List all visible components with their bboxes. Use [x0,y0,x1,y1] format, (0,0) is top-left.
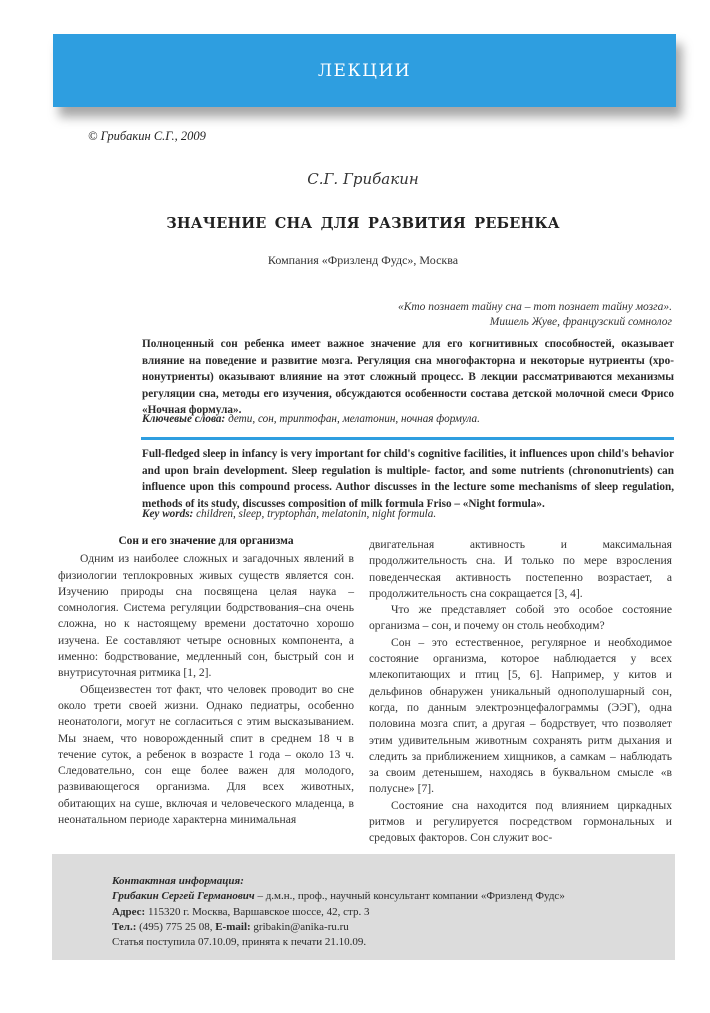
keywords-value: дети, сон, триптофан, мелатонин, ночная формула. [225,413,480,425]
contact-info [112,874,565,950]
email-link[interactable]: gribakin@anika-ru.ru [250,920,349,933]
author-name: С.Г. Грибакин [307,170,419,188]
affiliation-text: Компания «Фризленд Фудс», Москва [267,253,459,267]
address-label: Адрес: [112,905,146,918]
keywords-label: Key words: [142,508,194,520]
section-label: ЛЕКЦИИ [317,60,412,81]
keywords-english [142,508,674,520]
keywords-label: Ключевые слова: [142,413,226,425]
section-heading: Сон и его значение для организма [118,535,294,547]
contact-name-line [112,889,565,904]
contact-address-line [112,905,565,920]
paragraph: Что же представляет собой это особое состояние организма – сон, и почему он столь необходим? [369,603,672,633]
phone-value: (495) 775 25 08, [136,920,216,933]
section-banner [53,34,676,107]
paragraph: Общеизвестен тот факт, что человек проводит во сне около трети своей жизни. Однако педиатры, особенно неонатологи, могут не согласиться с этим высказыванием. Мы знаем, что новорожденный спит в среднем 18 ч в течение суток, а ребенок в возрасте 1 года – около 13 ч. Следовательно, сон еще более важен для молодого, развивающегося организма. Для всех животных, обитающих на суше, включая и человеческого младенца, в неонатальном периоде характерна минимальная [58,682,354,827]
divider-rule [141,437,674,440]
received-dates: Статья поступила 07.10.09, принята к печати 21.10.09. [112,936,367,949]
article-author [0,170,710,188]
paragraph: Одним из наиболее сложных и загадочных явлений в физиологии теплокровных живых существ является сон. Изучению природы сна посвящена целая наука – сомнология. Система регуляции бодрствования–сна очень сложна, но к настоящему времени достаточно хорошо изучена. Ее составляют четыре основных компонента, а именно: бодрствование, медленный сон, быстрый сон и внутрисуточная ритмика [1, 2]. [58,552,354,680]
contact-heading: Контактная информация: [112,875,244,887]
keywords-value: children, sleep, tryptophan, melatonin, night formula. [193,508,437,520]
paragraph: двигательная активность и максимальная продолжительность сна. И только по мере взросления поведенческая активность постепенно возрастает, а продолжительность сна сокращается [3, 4]. [369,538,672,600]
abstract-russian: Полноценный сон ребенка имеет важное значение для его когнитивных способностей, оказывает влияние на поведение и развитие мозга. Регуляция сна многофакторна и некоторые нутриенты (хрононутриенты) оказывают влияние на этот сложный процесс. В лекции рассматриваются механизмы регуляции сна, методы его изучения, обсуждаются особенности состава детской молочной смеси Фрисо «Ночная формула». [142,338,674,416]
paragraph: Сон – это естественное, регулярное и необходимое состояние организма, которое наблюдается у всех млекопитающих и птиц [5, 6]. Например, у китов и дельфинов обнаружен уникальный однополушарный сон, когда, по данным электроэнцефалограммы (ЭЭГ), одна половина мозга спит, а другая – бодрствует, что позволяет этим удивительным животным сохранять ритм дыхания и следить за приближением хищников, а самкам – наблюдать за своим детенышем, находясь в буквальном смысле «в полусне» [7]. [369,635,672,796]
contact-phone-line [112,920,565,935]
title-text: ЗНАЧЕНИЕ СНА ДЛЯ РАЗВИТИЯ РЕБЕНКА [166,215,560,232]
email-label: E-mail: [215,920,251,933]
abstract-english: Full-fledged sleep in infancy is very important for child's cognitive facilities, it influences upon child's behavior and upon brain development. Sleep regulation is multiple- factor, and some nutrients (chrononutrients) can influence upon this compound process. Author discusses in the lecture some mechanisms of sleep regulation, methods of its study, discusses composition of milk formula Friso – «Night formula». [142,448,674,510]
epigraph-quote: «Кто познает тайну сна – тот познает тайну мозга». [397,301,672,313]
affiliation [0,253,710,268]
contact-name-details: – д.м.н., проф., научный консультант компании «Фризленд Фудс» [254,890,565,903]
body-column-left [58,533,354,828]
keywords-russian [142,413,674,425]
contact-name: Грибакин Сергей Германович [112,890,255,903]
paragraph: Состояние сна находится под влиянием циркадных ритмов и регулируется посредством гормональных и средовых факторов. Сон служит вос- [369,798,672,845]
article-title [0,215,710,232]
address-value: 115320 г. Москва, Варшавское шоссе, 42, стр. 3 [145,905,370,918]
contact-info-box [52,854,675,960]
phone-label: Тел.: [112,920,137,933]
body-column-right [369,537,672,847]
epigraph-attribution: Мишель Жуве, французский сомнолог [489,316,672,328]
epigraph [398,300,672,330]
copyright-notice: © Грибакин С.Г., 2009 [88,129,206,143]
